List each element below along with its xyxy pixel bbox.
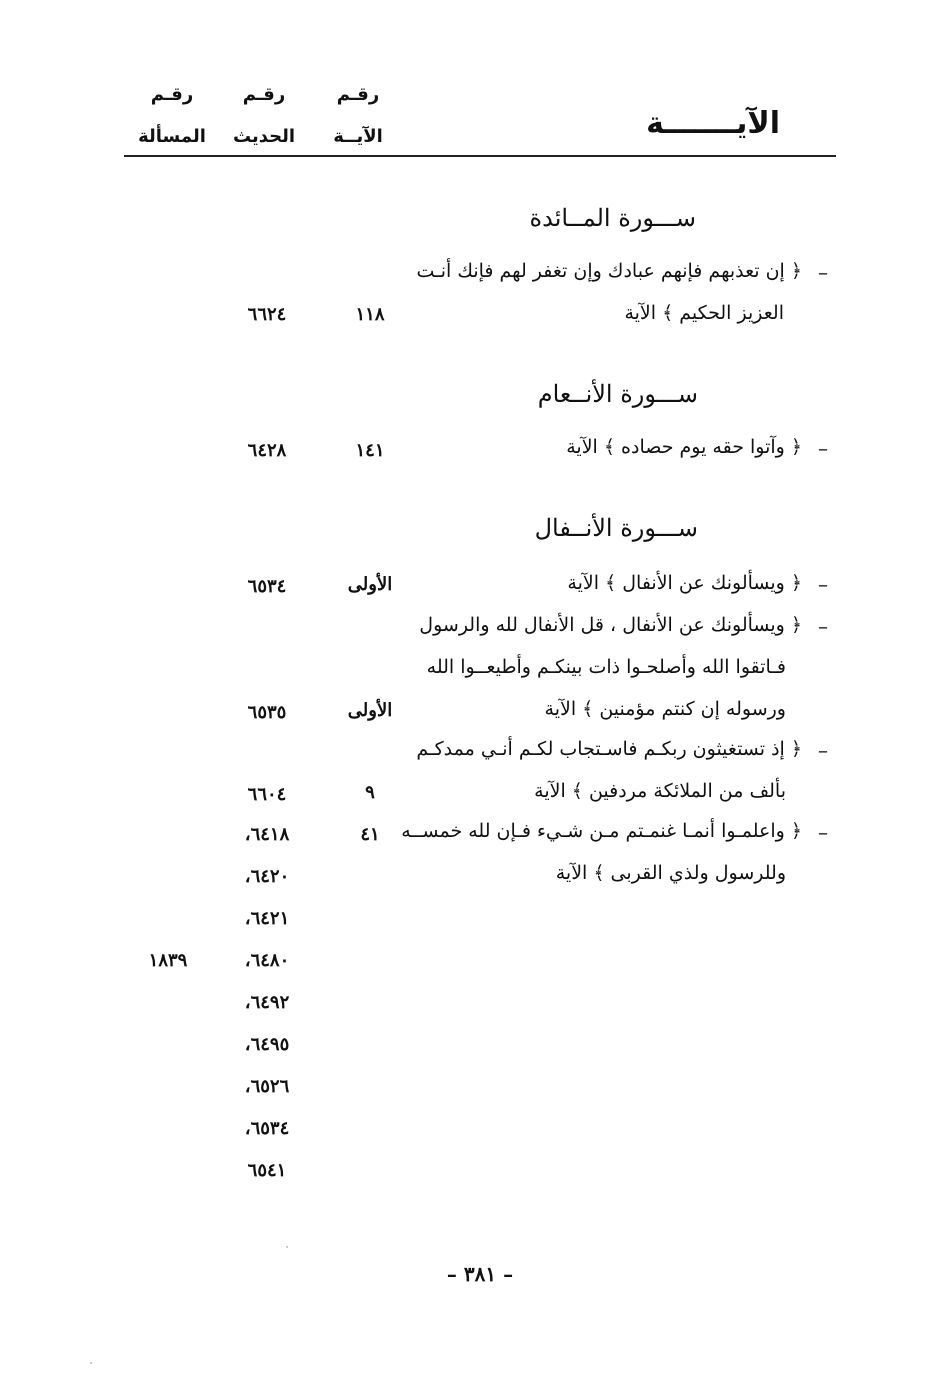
hadith-number: ٦٤٢٠، — [244, 866, 290, 887]
surah-heading-maida: ســـورة المــائدة — [529, 204, 696, 232]
header-hadith-bottom: الحديث — [232, 126, 296, 147]
dash-f4: – — [818, 820, 828, 844]
verse-anfal-1: ﴿ ويسألونك عن الأنفال ﴾ الآية — [567, 572, 802, 594]
hadith-number: ٦٤٩٢، — [244, 992, 290, 1013]
aya-number: ١١٨ — [355, 304, 385, 325]
hadith-number: ٦٥٤١ — [247, 1160, 287, 1181]
dash-a1: – — [818, 436, 828, 460]
verse-maida-line-2: العزيز الحكيم ﴾ الآية — [624, 302, 784, 324]
verse-maida-line-1: ﴿ إن تعذبهم فإنهم عبادك وإن تغفر لهم فإنك أنـت — [416, 260, 802, 282]
header-rule — [124, 155, 836, 157]
hadith-number: ٦٥٣٤، — [244, 1118, 290, 1139]
verse-anfal-2-line-2: فـاتقوا الله وأصلحـوا ذات بينكـم وأطيعــوا الله — [426, 656, 786, 678]
hadith-number: ٦٥٢٦، — [244, 1076, 290, 1097]
verse-anam-line-1: ﴿ وآتوا حقه يوم حصاده ﴾ الآية — [566, 436, 802, 458]
dash-f2: – — [818, 614, 828, 638]
hadith-number: ٦٥٣٤ — [247, 576, 287, 597]
hadith-number: ٦٦٢٤ — [247, 304, 287, 325]
verse-anfal-3-line-2: بألف من الملائكة مردفين ﴾ الآية — [534, 780, 786, 802]
surah-heading-anam: ســـورة الأنــعام — [537, 380, 698, 408]
verse-anfal-3-line-1: ﴿ إذ تستغيثون ربكـم فاسـتجاب لكـم أنـي ممدكـم — [416, 738, 802, 760]
hadith-number: ٦٤٩٥، — [244, 1034, 290, 1055]
header-hadith-top: رقـم — [242, 84, 286, 105]
aya-number: ٩ — [365, 782, 375, 803]
hadith-number: ٦٤٢١، — [244, 908, 290, 929]
hadith-number: ٦٥٣٥ — [247, 702, 287, 723]
dash-f3: – — [818, 738, 828, 762]
aya-number: ١٤١ — [355, 440, 385, 461]
header-title: الآيـــــــة — [646, 106, 780, 141]
header-aya-top: رقـم — [336, 84, 380, 105]
hadith-number: ٦٤١٨، — [244, 824, 290, 845]
aya-number: ٤١ — [360, 824, 380, 845]
surah-heading-anfal: ســـورة الأنــفال — [534, 514, 698, 542]
hadith-number: ٦٦٠٤ — [247, 784, 287, 805]
header-aya-bottom: الآيــة — [333, 126, 383, 147]
hadith-number: ٦٤٨٠، — [244, 950, 290, 971]
verse-anfal-4-line-1: ﴿ واعلمـوا أنمـا غنمـتم مـن شـيء فـإن لله خمســه — [401, 820, 802, 842]
hadith-number: ٦٤٢٨ — [247, 440, 287, 461]
dash-f1: – — [818, 572, 828, 596]
aya-number: الأولى — [347, 700, 393, 721]
verse-anfal-2-line-1: ﴿ ويسألونك عن الأنفال ، قل الأنفال لله والرسول — [419, 614, 802, 636]
aya-number: الأولى — [347, 574, 393, 595]
verse-anfal-4-line-2: وللرسول ولذي القربى ﴾ الآية — [555, 862, 786, 884]
scan-speck — [90, 1362, 92, 1364]
verse-anfal-2-line-3: ورسوله إن كنتم مؤمنين ﴾ الآية — [544, 698, 786, 720]
page-number: – ٣٨١ – — [446, 1262, 514, 1286]
dash-m1: – — [818, 260, 828, 284]
masala-number: ١٨٣٩ — [148, 950, 188, 971]
scan-speck — [286, 1246, 288, 1248]
header-masala-top: رقـم — [150, 84, 194, 105]
header-masala-bottom: المسألة — [138, 126, 206, 147]
